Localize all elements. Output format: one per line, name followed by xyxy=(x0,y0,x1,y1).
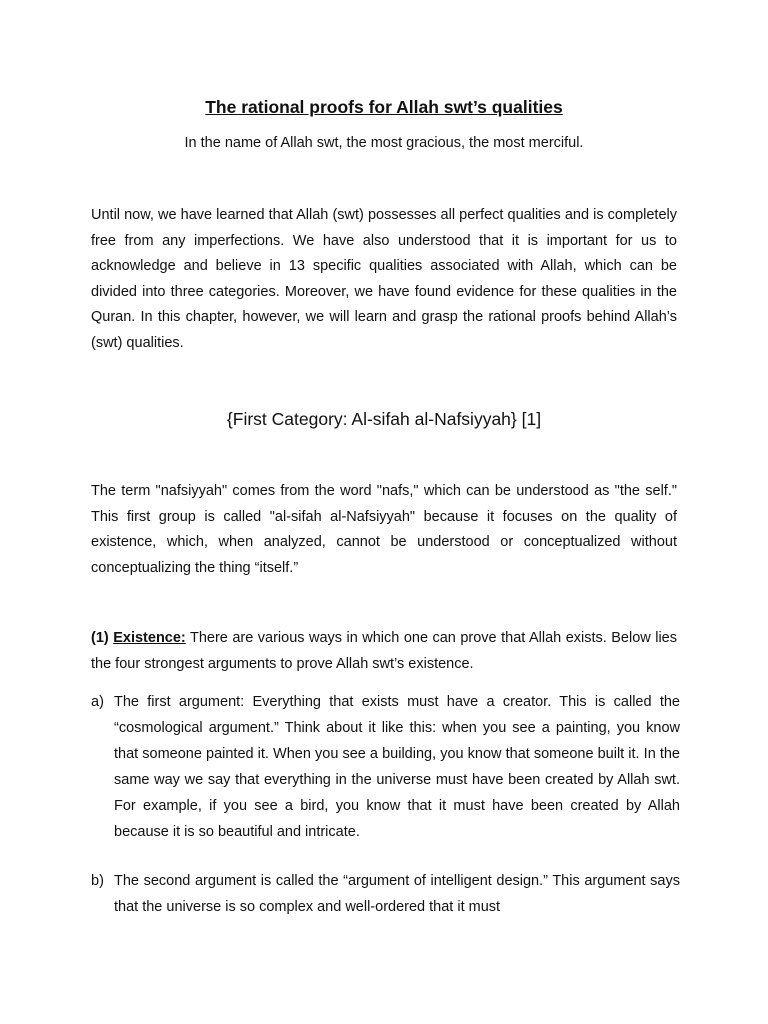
list-marker: b) xyxy=(91,873,104,889)
argument-text: The second argument is called the “argument of intelligent design.” This argument says that the universe is so complex and well-ordered that it must xyxy=(114,873,680,915)
existence-number: (1) xyxy=(91,630,109,646)
intro-paragraph: Until now, we have learned that Allah (swt) possesses all perfect qualities and is completely free from any imperfections. We have also understood that it is important for us to acknowledge and believe in 13 specific qualities associated with Allah, which can be divided into three categories. Moreover, we have found evidence for these qualities in the Quran. In this chapter, however, we will learn and grasp the rational proofs behind Allah’s (swt) qualities. xyxy=(91,207,677,351)
existence-text: There are various ways in which one can prove that Allah exists. Below lies the four strongest arguments to prove Allah swt’s existence. xyxy=(91,630,677,672)
nafsiyyah-paragraph: The term "nafsiyyah" comes from the word "nafs," which can be understood as "the self." This first group is called "al-sifah al-Nafsiyyah" because it focuses on the quality of existence, which, when analyzed, cannot be understood or conceptualized without conceptualizing the thing “itself.” xyxy=(91,483,677,576)
argument-item-a xyxy=(91,689,680,845)
argument-item-b xyxy=(91,868,680,920)
argument-text: The first argument: Everything that exists must have a creator. This is called the “cosmological argument.” Think about it like this: when you see a painting, you know that someone painted it. When you see a building, you know that someone built it. In the same way we say that everything in the universe must have been created by Allah swt. For example, if you see a bird, you know that it must have been created by Allah because it is so beautiful and intricate. xyxy=(114,694,680,840)
document-subtitle: In the name of Allah swt, the most gracious, the most merciful. xyxy=(184,135,584,151)
existence-term: Existence: xyxy=(113,630,186,646)
existence-paragraph xyxy=(91,626,677,677)
list-marker: a) xyxy=(91,694,104,710)
section-heading: {First Category: Al-sifah al-Nafsiyyah} [1] xyxy=(226,409,542,429)
document-title: The rational proofs for Allah swt’s qualities xyxy=(205,97,563,117)
